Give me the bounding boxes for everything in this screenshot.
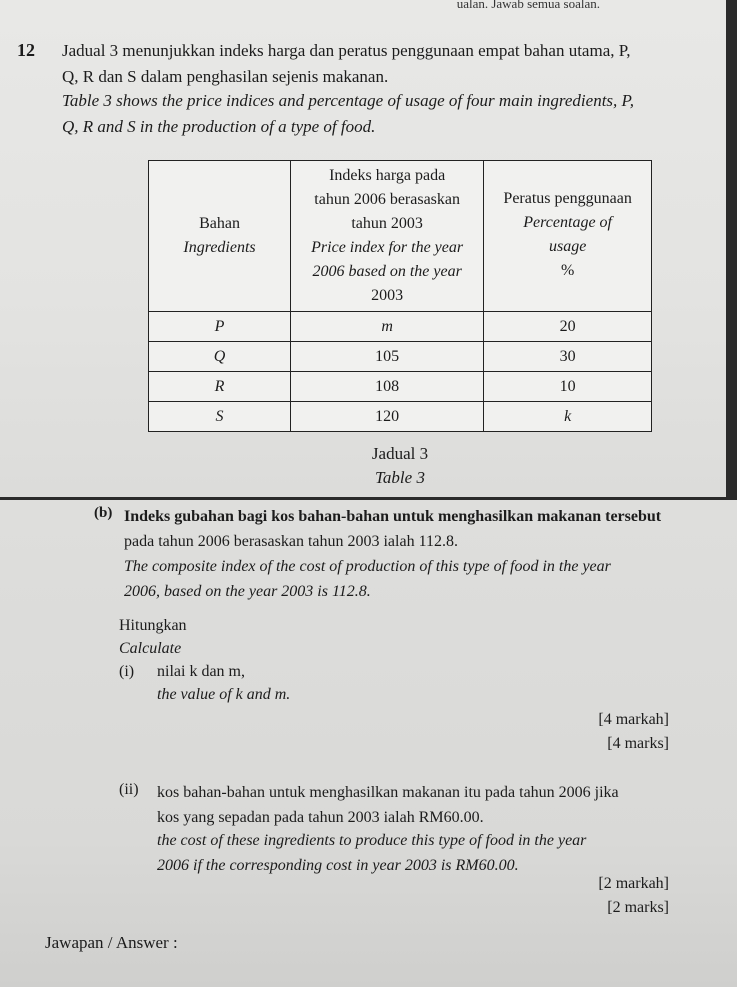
cell-usage: 10 [484, 372, 652, 402]
part-b-english-line: The composite index of the cost of production of this type of food in the year [124, 558, 611, 575]
sub-ii-marks-english: [2 marks] [607, 899, 669, 916]
cell-usage: 20 [484, 312, 652, 342]
sub-i-label: (i) [119, 663, 135, 680]
calculate-malay: Hitungkan [119, 617, 187, 634]
sub-i-english: the value of k and m. [157, 686, 291, 703]
sub-ii-label: (ii) [119, 781, 139, 798]
part-b-label: (b) [94, 505, 113, 521]
table-caption-malay: Jadual 3 [371, 444, 429, 463]
question-english-line: Q, R and S in the production of a type of food. [62, 116, 376, 136]
question-text-malay [62, 38, 712, 89]
table-row [149, 342, 652, 372]
calculate-english: Calculate [119, 640, 182, 657]
header-ingredients [149, 161, 291, 312]
cell-price-index: 108 [291, 372, 484, 402]
cell-price-index: 105 [291, 342, 484, 372]
sub-i-marks-english: [4 marks] [607, 735, 669, 752]
sub-ii-english-line: 2006 if the corresponding cost in year 2003 is RM60.00. [157, 856, 519, 874]
header-ingredients-malay: Bahan [199, 215, 240, 232]
header-usage-english-line: Percentage of [523, 214, 612, 231]
table-row [149, 312, 652, 342]
table-caption-english: Table 3 [375, 468, 425, 487]
table-header-row [149, 161, 652, 312]
header-ingredients-english: Ingredients [183, 239, 256, 256]
question-malay-line: Q, R dan S dalam penghasilan sejenis makanan. [62, 66, 389, 86]
sub-ii-malay-line: kos yang sepadan pada tahun 2003 ialah RM60.00. [157, 808, 484, 826]
header-fragment: ualan. Jawab semua soalan. [456, 0, 600, 11]
part-b-text-english [124, 555, 684, 604]
part-b-english-line: 2006, based on the year 2003 is 112.8. [124, 582, 371, 600]
header-price-index-malay-line: tahun 2003 [351, 215, 423, 232]
part-b-malay-line: Indeks gubahan bagi kos bahan-bahan untuk menghasilkan makanan tersebut [124, 508, 662, 525]
header-usage-english-line: usage [548, 238, 587, 255]
header-price-index [291, 161, 484, 312]
sub-ii-text-english [157, 829, 677, 878]
table-row [149, 402, 652, 432]
header-usage-malay: Peratus penggunaan [503, 190, 632, 207]
sub-i-malay: nilai k dan m, [157, 663, 245, 680]
question-text-english [62, 88, 712, 139]
question-number: 12 [17, 40, 35, 60]
sub-ii-text-malay [157, 781, 677, 830]
sub-ii-english-line: the cost of these ingredients to produce this type of food in the year [157, 832, 587, 849]
header-price-index-year: 2003 [371, 287, 404, 304]
header-price-index-english-line: 2006 based on the year [312, 263, 462, 280]
header-price-index-malay-line: tahun 2006 berasaskan [314, 191, 460, 208]
cell-ingredient: Q [149, 342, 291, 372]
header-price-index-malay-line: Indeks harga pada [329, 167, 446, 184]
header-usage [484, 161, 652, 312]
part-b-text-malay [124, 505, 684, 554]
ingredients-table [148, 160, 652, 432]
question-english-line: Table 3 shows the price indices and percentage of usage of four main ingredients, P, [62, 91, 634, 110]
cell-ingredient: P [149, 312, 291, 342]
answer-label: Jawapan / Answer : [45, 933, 178, 952]
cell-ingredient: S [149, 402, 291, 432]
question-malay-line: Jadual 3 menunjukkan indeks harga dan peratus penggunaan empat bahan utama, P, [62, 41, 631, 60]
sub-i-marks-malay: [4 markah] [598, 711, 669, 728]
table-row [149, 372, 652, 402]
cell-price-index: m [291, 312, 484, 342]
cell-ingredient: R [149, 372, 291, 402]
sub-ii-malay-line: kos bahan-bahan untuk menghasilkan makanan itu pada tahun 2006 jika [157, 784, 619, 801]
sub-ii-marks-malay: [2 markah] [598, 875, 669, 892]
header-usage-unit: % [560, 262, 575, 279]
header-price-index-english-line: Price index for the year [311, 239, 464, 256]
cell-usage: k [484, 402, 652, 432]
part-b-malay-line: pada tahun 2006 berasaskan tahun 2003 ialah 112.8. [124, 532, 458, 550]
cell-usage: 30 [484, 342, 652, 372]
cell-price-index: 120 [291, 402, 484, 432]
